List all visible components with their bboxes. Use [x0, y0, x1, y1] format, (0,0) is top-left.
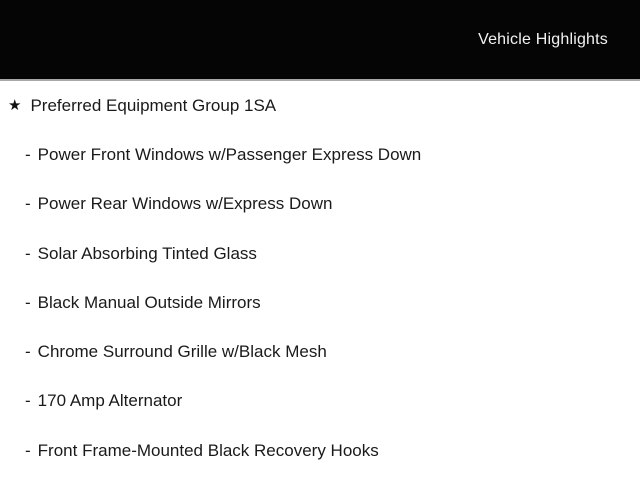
- list-item-label: Chrome Surround Grille w/Black Mesh: [37, 342, 327, 362]
- star-bullet-icon: ★: [8, 97, 22, 115]
- list-item: [0, 130, 640, 179]
- equipment-group-heading: [0, 81, 640, 130]
- title-bar: [0, 0, 640, 81]
- dash-bullet: -: [25, 144, 31, 164]
- list-item: [0, 278, 640, 327]
- dash-bullet: -: [25, 292, 31, 312]
- list-item: [0, 426, 640, 475]
- dash-bullet: -: [25, 243, 31, 263]
- dash-bullet: -: [25, 342, 31, 362]
- dash-bullet: -: [25, 194, 31, 214]
- dash-bullet: -: [25, 391, 31, 411]
- list-item: [0, 327, 640, 376]
- list-item: [0, 180, 640, 229]
- list-item-label: Solar Absorbing Tinted Glass: [37, 243, 257, 263]
- page-title: Vehicle Highlights: [478, 30, 608, 48]
- list-item: [0, 377, 640, 426]
- equipment-sub-items: [0, 130, 640, 475]
- equipment-group-label: Preferred Equipment Group 1SA: [30, 95, 277, 115]
- list-item-label: Power Rear Windows w/Express Down: [37, 194, 333, 214]
- list-item-label: Black Manual Outside Mirrors: [37, 292, 261, 312]
- list-item: [0, 229, 640, 278]
- list-item-label: Power Front Windows w/Passenger Express Down: [37, 144, 422, 164]
- highlights-list: [0, 81, 640, 475]
- list-item-label: Front Frame-Mounted Black Recovery Hooks: [37, 440, 379, 460]
- list-item-label: 170 Amp Alternator: [37, 391, 183, 411]
- dash-bullet: -: [25, 440, 31, 460]
